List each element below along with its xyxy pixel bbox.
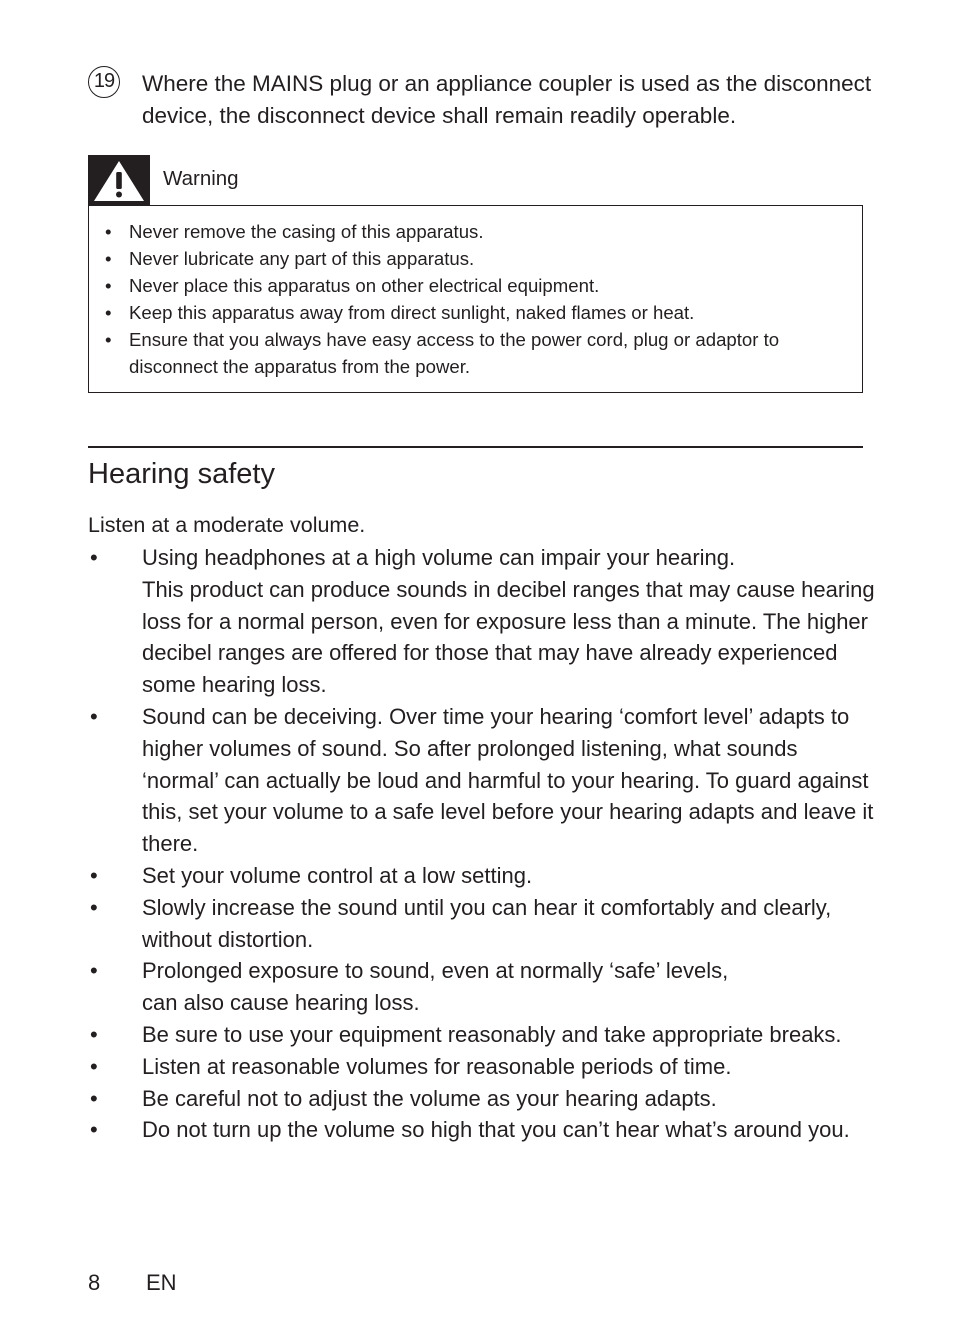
language-code: EN [146,1270,177,1295]
warning-item: • Never place this apparatus on other electrical equipment. [89,272,864,299]
list-item: • Be careful not to adjust the volume as your hearing adapts. [88,1083,878,1115]
bullet: • [90,1021,98,1047]
list-item: • Do not turn up the volume so high that you can’t hear what’s around you. [88,1114,878,1146]
list-item: • Slowly increase the sound until you can hear it comfortably and clearly, without distortion. [88,892,878,956]
section-heading: Hearing safety [88,458,275,490]
item-19-text: Where the MAINS plug or an appliance coupler is used as the disconnect device, the disconnect device shall remain readily operable. [142,71,872,128]
bullet: • [105,329,112,350]
bullet: • [90,1053,98,1079]
circled-number-19: 19 [88,66,120,98]
bullet: • [105,275,112,296]
section-divider [88,446,863,448]
list-item: • Using headphones at a high volume can impair your hearing. This product can produce sounds in decibel ranges that may cause hearing loss for a normal person, even for exposure less than a minute. The higher decibel ranges are offered for those that may have already experienced some hearing loss. [88,542,878,701]
bullet: • [105,221,112,242]
bullet: • [90,1085,98,1111]
warning-item: • Ensure that you always have easy access to the power cord, plug or adaptor to disconnect the apparatus from the power. [89,326,864,380]
bullet: • [90,703,98,729]
list-item: • Prolonged exposure to sound, even at normally ‘safe’ levels, can also cause hearing loss. [88,955,878,1019]
bullet: • [90,958,98,984]
bullet: • [90,1117,98,1143]
warning-title: Warning [163,167,239,190]
list-item: • Be sure to use your equipment reasonably and take appropriate breaks. [88,1019,878,1051]
list-item: • Sound can be deceiving. Over time your hearing ‘comfort level’ adapts to higher volumes of sound. So after prolonged listening, what sounds ‘normal’ can actually be loud and harmful to your hearing. To guard against this, set your volume to a safe level before your hearing adapts and leave it there. [88,701,878,860]
bullet: • [105,248,112,269]
bullet: • [90,894,98,920]
warning-item: • Never remove the casing of this apparatus. [89,218,864,245]
warning-list [89,218,864,380]
list-item: • Set your volume control at a low setting. [88,860,878,892]
warning-item: • Keep this apparatus away from direct sunlight, naked flames or heat. [89,299,864,326]
page-number: 8 [88,1270,101,1295]
list-item: • Listen at reasonable volumes for reasonable periods of time. [88,1051,878,1083]
warning-triangle-icon [88,155,150,206]
section-lead: Listen at a moderate volume. [88,513,366,537]
bullet: • [105,302,112,323]
bullet: • [90,862,98,888]
hearing-safety-list [88,542,878,1146]
warning-item: • Never lubricate any part of this apparatus. [89,245,864,272]
warning-box [88,205,863,393]
bullet: • [90,545,98,570]
